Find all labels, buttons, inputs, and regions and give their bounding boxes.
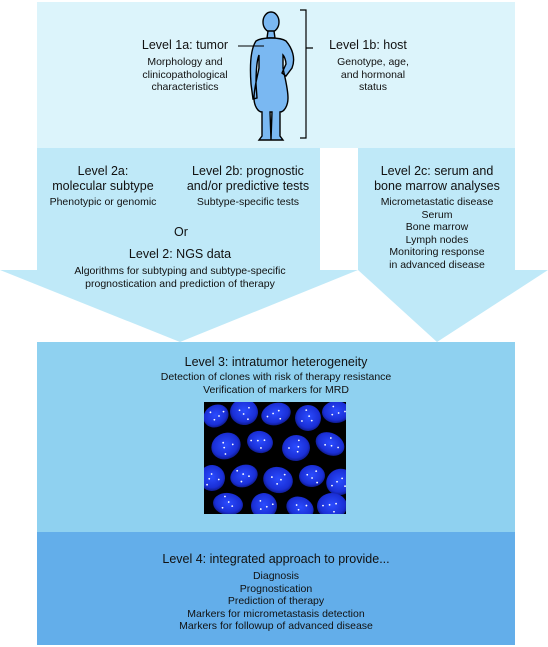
level3-description: Detection of clones with risk of therapy resistance Verification of markers for MRD <box>160 371 392 396</box>
signal-spot <box>331 485 333 487</box>
nucleus <box>260 463 296 497</box>
signal-spot <box>311 420 313 422</box>
fluorescence-micrograph <box>204 402 346 514</box>
level2c-list <box>362 196 512 271</box>
signal-spot <box>276 483 278 485</box>
signal-spot <box>279 418 281 420</box>
signal-spot <box>305 409 307 411</box>
nucleus <box>312 428 346 461</box>
signal-spot <box>257 440 259 442</box>
level2c-item: Bone marrow <box>405 221 469 233</box>
signal-spot <box>231 505 233 507</box>
signal-spot <box>284 474 286 476</box>
nucleus <box>280 433 312 464</box>
signal-spot <box>335 503 337 505</box>
signal-spot <box>297 451 299 453</box>
signal-spot <box>278 410 280 412</box>
signal-spot <box>260 447 262 449</box>
signal-spot <box>223 447 225 449</box>
signal-spot <box>344 411 346 413</box>
signal-spot <box>239 409 241 411</box>
or-label: Or <box>174 225 188 239</box>
nucleus <box>204 402 233 432</box>
level4-item: Diagnosis <box>252 570 300 582</box>
signal-spot <box>298 440 300 442</box>
nucleus <box>248 490 280 514</box>
level4-item: Prognostication <box>239 582 313 595</box>
level2b-description: Subtype-specific tests <box>196 196 300 208</box>
signal-spot <box>266 506 268 508</box>
signal-spot <box>296 504 298 506</box>
signal-spot <box>306 505 308 507</box>
signal-spot <box>243 413 245 415</box>
signal-spot <box>208 478 210 480</box>
level2c-item: Micrometastatic disease <box>380 196 494 208</box>
level2a-title: Level 2a: molecular subtype <box>52 164 154 193</box>
level1b-title: Level 1b: host <box>329 38 407 52</box>
signal-spot <box>236 470 238 472</box>
signal-spot <box>315 470 317 472</box>
signal-spot <box>206 484 208 486</box>
level2a-description: Phenotypic or genomic <box>49 196 157 208</box>
signal-spot <box>271 476 273 478</box>
level2-description: Algorithms for subtyping and subtype-specific prognostication and prediction of therapy <box>74 265 286 290</box>
level4-item: Markers for micrometastasis detection <box>187 607 365 620</box>
signal-spot <box>280 479 282 481</box>
level2c-title: Level 2c: serum and bone marrow analyses <box>374 164 500 193</box>
level1a-title: Level 1a: tumor <box>141 38 229 52</box>
signal-spot <box>218 415 220 417</box>
signal-spot <box>250 440 252 442</box>
signal-spot <box>330 437 332 439</box>
level2-title: Level 2: NGS data <box>128 247 232 261</box>
signal-spot <box>248 475 250 477</box>
signal-spot <box>329 504 331 506</box>
signal-spot <box>248 407 250 409</box>
level4-item: Prediction of therapy <box>227 595 325 607</box>
signal-spot <box>232 444 234 446</box>
signal-spot <box>272 413 274 415</box>
nucleus <box>245 429 275 456</box>
signal-spot <box>337 447 339 449</box>
nucleus <box>204 464 226 491</box>
level3-title: Level 3: intratumor heterogeneity <box>184 355 368 369</box>
signal-spot <box>224 496 226 498</box>
nucleus <box>227 461 261 491</box>
nucleus <box>322 402 346 423</box>
signal-spot <box>341 477 343 479</box>
signal-spot <box>247 418 249 420</box>
signal-spot <box>267 416 269 418</box>
signal-spot <box>332 406 334 408</box>
level4-title: Level 4: integrated approach to provide... <box>162 552 390 566</box>
signal-spot <box>222 507 224 509</box>
nucleus <box>207 428 245 464</box>
level4-list <box>37 570 515 633</box>
signal-spot <box>301 420 303 422</box>
signal-spot <box>272 503 274 505</box>
signal-spot <box>213 419 215 421</box>
signal-spot <box>288 447 290 449</box>
nucleus <box>291 402 325 435</box>
signal-spot <box>297 446 299 448</box>
level2c-item: Lymph nodes <box>405 233 469 246</box>
signal-spot <box>324 444 326 446</box>
signal-spot <box>311 477 313 479</box>
nucleus <box>259 402 294 429</box>
signal-spot <box>331 414 333 416</box>
signal-spot <box>259 500 261 502</box>
signal-spot <box>306 474 308 476</box>
signal-spot <box>331 445 333 447</box>
signal-spot <box>336 481 338 483</box>
signal-spot <box>241 481 243 483</box>
signal-spot <box>218 479 220 481</box>
nucleus <box>298 464 326 489</box>
nucleus <box>317 493 346 514</box>
signal-spot <box>316 482 318 484</box>
signal-spot <box>222 442 224 444</box>
signal-spot <box>344 485 346 487</box>
signal-spot <box>242 473 244 475</box>
signal-spot <box>338 412 340 414</box>
level1a-description: Morphology and clinicopathological characteristics <box>142 56 228 93</box>
signal-spot <box>308 415 310 417</box>
signal-spot <box>228 501 230 503</box>
signal-spot <box>225 453 227 455</box>
level2c-item: Monitoring response in advanced disease <box>389 246 485 271</box>
signal-spot <box>260 508 262 510</box>
signal-spot <box>333 511 335 513</box>
level2b-title: Level 2b: prognostic and/or predictive tests <box>186 164 310 193</box>
signal-spot <box>322 505 324 507</box>
signal-spot <box>211 473 213 475</box>
signal-spot <box>298 509 300 511</box>
level1b-description: Genotype, age, and hormonal status <box>337 56 409 93</box>
level4-item: Markers for followup of advanced disease <box>179 620 373 632</box>
level2c-item: Serum <box>421 208 453 221</box>
signal-spot <box>264 439 266 441</box>
signal-spot <box>223 411 225 413</box>
nucleus <box>283 493 317 514</box>
signal-spot <box>210 411 212 413</box>
